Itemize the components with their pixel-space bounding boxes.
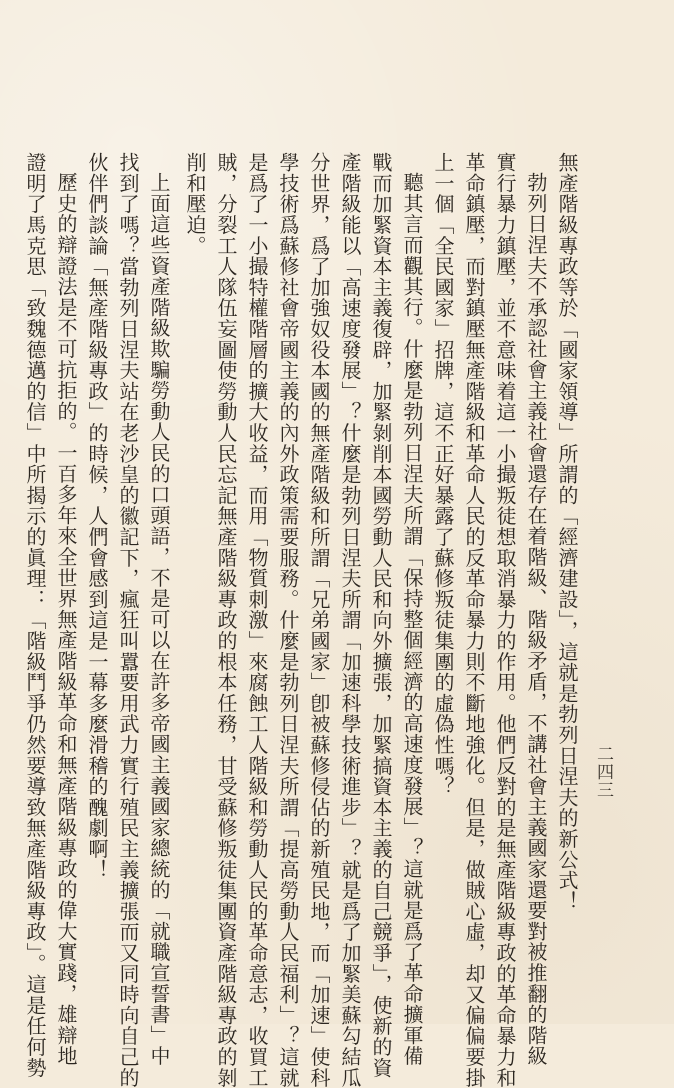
text-column: 革命鎮壓，而對鎮壓無產階級和革命人民的反革命暴力則不斷地強化。但是，做賊心虛，却又偏偏要掛 [462,152,486,1088]
text-column: 削和壓迫。 [183,152,207,256]
text-column: 學技術爲蘇修社會帝國主義的內外政策需要服務。什麼是勃列日涅夫所謂「提高勞動人民福利」？這就 [276,152,300,1088]
text-column: 證明了馬克思「致魏德邁的信」中所揭示的眞理：「階級鬥爭仍然要導致無產階級專政」。這是任何勢 [23,152,47,1078]
text-column: 產階級能以「高速度發展」？什麼是勃列日涅夫所謂「加速科學技術進步」？就是爲了加緊美蘇勾結瓜 [338,152,362,1088]
text-column: 是爲了一小撮特權階層的擴大收益，而用「物質刺激」來腐蝕工人階級和勞動人民的革命意志，收買工 [245,152,269,1088]
text-column: 勃列日涅夫不承認社會主義社會還存在着階級、階級矛盾，不講社會主義國家還要對被推翻的階級 [524,172,548,1067]
text-column: 找到了嗎？當勃列日涅夫站在老沙皇的徽記下，瘋狂叫囂要用武力實行殖民主義擴張而又同時向自己的 [116,152,140,1088]
vertical-text-block [23,152,580,1088]
page-number: 二四三 [593,745,613,799]
text-column: 分世界，爲了加強奴役本國的無產階級和所謂「兄弟國家」卽被蘇修侵佔的新殖民地，而「加速」使科 [307,152,331,1088]
text-column: 歷史的辯證法是不可抗拒的。一百多年來全世界無產階級革命和無產階級專政的偉大實踐，雄辯地 [54,172,78,1067]
text-column: 伙伴們談論「無產階級專政」的時候，人們會感到這是一幕多麼滑稽的醜劇啊！ [85,152,109,880]
text-column: 無產階級專政等於「國家領導」所謂的「經濟建設」，這就是勃列日涅夫的新公式！ [555,152,579,912]
text-column: 戰而加緊資本主義復辟，加緊剝削本國勞動人民和向外擴張，加緊搞資本主義的自己競爭」，使新的資 [369,152,393,1078]
text-column: 聽其言而觀其行。什麼是勃列日涅夫所謂「保持整個經濟的高速度發展」？這就是爲了革命擴軍備 [400,172,424,1067]
text-column: 上一個「全民國家」招牌，這不正好暴露了蘇修叛徒集團的虛偽性嗎？ [431,152,455,797]
text-column: 上面這些資產階級欺騙勞動人民的口頭語，不是可以在許多帝國主義國家總統的「就職宣誓書」中 [147,172,171,1067]
text-column: 實行暴力鎮壓，並不意味着這一小撮叛徒想取消暴力的作用。他們反對的是無產階級專政的革命暴力和 [493,152,517,1088]
text-column: 賊，分裂工人隊伍妄圖使勞動人民忘記無產階級專政的根本任務，甘受蘇修叛徒集團資產階級專政的剝 [214,152,238,1088]
